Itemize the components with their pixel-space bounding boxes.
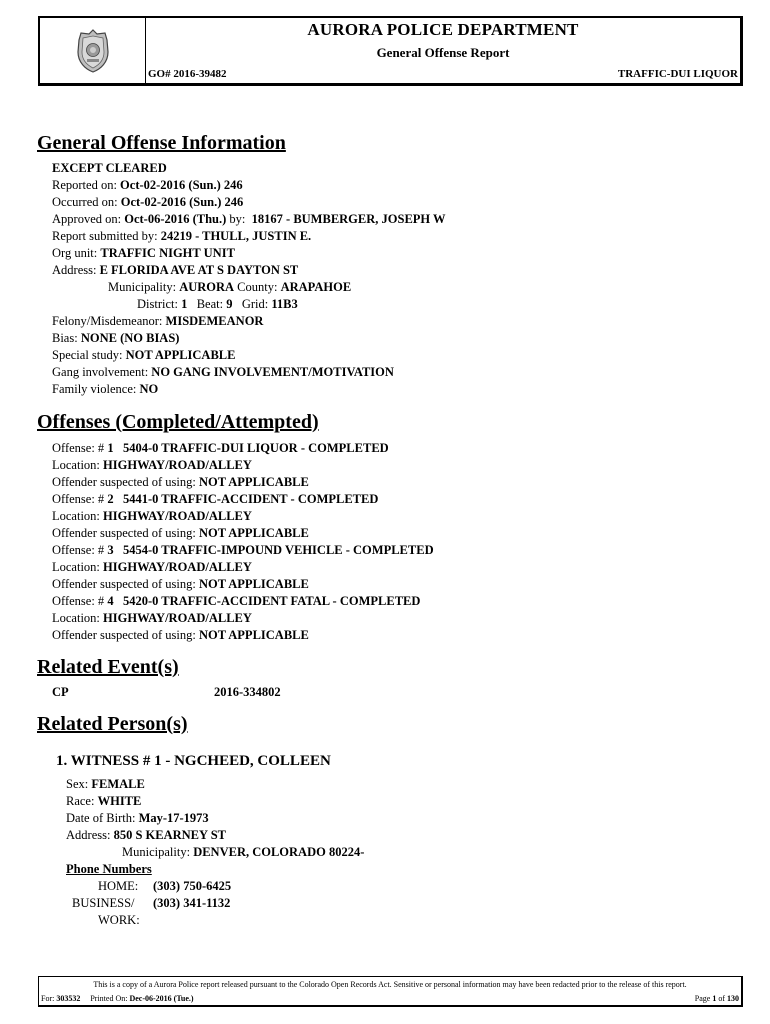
offense-location: Location: HIGHWAY/ROAD/ALLEY — [52, 509, 252, 523]
offense-location: Location: HIGHWAY/ROAD/ALLEY — [52, 458, 252, 472]
phone-home-value: (303) 750-6425 — [153, 879, 232, 893]
event-type: CP — [52, 685, 69, 699]
section-title-events: Related Event(s) — [37, 656, 179, 678]
event-number: 2016-334802 — [214, 685, 281, 699]
offense-suspect: Offender suspected of using: NOT APPLICABLE — [52, 475, 309, 489]
section-title-offenses: Offenses (Completed/Attempted) — [37, 411, 319, 433]
phone-business-value: (303) 341-1132 — [153, 896, 231, 910]
bias: Bias: NONE (NO BIAS) — [52, 331, 180, 345]
reported-on: Reported on: Oct-02-2016 (Sun.) 246 — [52, 178, 243, 192]
special-study: Special study: NOT APPLICABLE — [52, 348, 236, 362]
felony-misdemeanor: Felony/Misdemeanor: MISDEMEANOR — [52, 314, 264, 328]
footer-printed-info: For: 303532 Printed On: Dec-06-2016 (Tue.) — [41, 994, 194, 1003]
person-municipality: Municipality: DENVER, COLORADO 80224- — [122, 845, 365, 859]
offense-line: Offense: # 2 5441-0 TRAFFIC-ACCIDENT - COMPLETED — [52, 492, 379, 506]
offense-location: Location: HIGHWAY/ROAD/ALLEY — [52, 611, 252, 625]
municipality: Municipality: AURORA County: ARAPAHOE — [108, 280, 352, 294]
phone-work-label: WORK: — [98, 913, 140, 927]
approved-on: Approved on: Oct-06-2016 (Thu.) by: 18167 - BUMBERGER, JOSEPH W — [52, 212, 446, 226]
clearance-status: EXCEPT CLEARED — [52, 161, 167, 175]
person-heading: 1. WITNESS # 1 - NGCHEED, COLLEEN — [56, 753, 331, 769]
footer-disclaimer: This is a copy of a Aurora Police report released pursuant to the Colorado Open Records Act. Sensitive or personal information may have been redacted prior to the release of this report. — [93, 980, 687, 989]
person-dob: Date of Birth: May-17-1973 — [66, 811, 209, 825]
person-sex: Sex: FEMALE — [66, 777, 145, 791]
police-badge-icon — [75, 28, 111, 74]
report-footer — [38, 976, 743, 1007]
phone-home-label: HOME: — [98, 879, 139, 893]
badge-logo-cell — [40, 18, 146, 83]
offense-type: TRAFFIC-DUI LIQUOR — [617, 68, 738, 80]
address: Address: E FLORIDA AVE AT S DAYTON ST — [52, 263, 299, 277]
offense-line: Offense: # 1 5404-0 TRAFFIC-DUI LIQUOR - COMPLETED — [52, 441, 389, 455]
submitted-by: Report submitted by: 24219 - THULL, JUSTIN E. — [52, 229, 312, 243]
occurred-on: Occurred on: Oct-02-2016 (Sun.) 246 — [52, 195, 244, 209]
section-title-general: General Offense Information — [37, 132, 286, 154]
offense-suspect: Offender suspected of using: NOT APPLICABLE — [52, 577, 309, 591]
offense-suspect: Offender suspected of using: NOT APPLICABLE — [52, 526, 309, 540]
phone-numbers-title: Phone Numbers — [66, 862, 152, 876]
offense-line: Offense: # 3 5454-0 TRAFFIC-IMPOUND VEHICLE - COMPLETED — [52, 543, 434, 557]
page-number: Page 1 of 130 — [694, 994, 739, 1003]
offense-location: Location: HIGHWAY/ROAD/ALLEY — [52, 560, 252, 574]
gang-involvement: Gang involvement: NO GANG INVOLVEMENT/MOTIVATION — [52, 365, 394, 379]
go-number: GO# 2016-39482 — [148, 68, 227, 80]
offense-line: Offense: # 4 5420-0 TRAFFIC-ACCIDENT FATAL - COMPLETED — [52, 594, 421, 608]
org-unit: Org unit: TRAFFIC NIGHT UNIT — [52, 246, 235, 260]
phone-business-label: BUSINESS/ — [72, 896, 135, 910]
section-title-persons: Related Person(s) — [37, 713, 188, 735]
report-type: General Offense Report — [376, 45, 510, 60]
department-name: AURORA POLICE DEPARTMENT — [307, 20, 579, 39]
report-header — [38, 16, 743, 86]
district-beat-grid: District: 1 Beat: 9 Grid: 11B3 — [137, 297, 298, 311]
offense-suspect: Offender suspected of using: NOT APPLICABLE — [52, 628, 309, 642]
person-address: Address: 850 S KEARNEY ST — [66, 828, 226, 842]
person-race: Race: WHITE — [66, 794, 142, 808]
family-violence: Family violence: NO — [52, 382, 159, 396]
